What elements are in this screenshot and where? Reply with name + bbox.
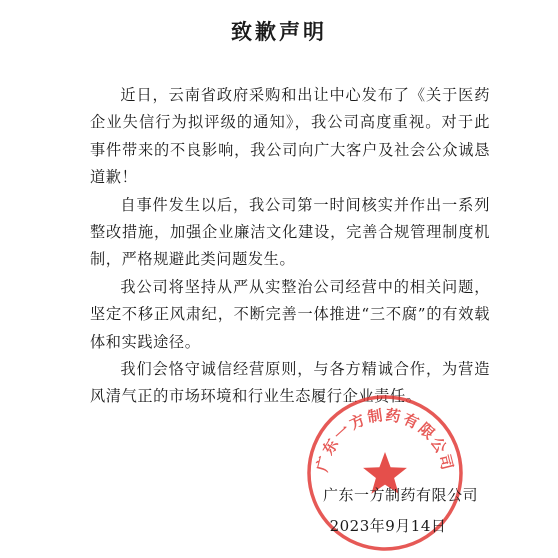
document-title: 致歉声明 xyxy=(231,19,327,44)
signer-company: 广东一方制药有限公司 xyxy=(322,486,478,504)
paragraph-2: 自事件发生以后，我公司第一时间核实并作出一系列整改措施，加强企业廉洁文化建设，完善合规管理制度机制，严格规避此类问题发生。 xyxy=(90,195,490,269)
statement-body xyxy=(90,82,490,411)
seal-text: 广东一方制药有限公司 xyxy=(313,405,457,474)
signature-date: 2023年9月14日 xyxy=(329,517,447,535)
paragraph-1: 近日，云南省政府采购和出让中心发布了《关于医药企业失信行为拟评级的通知》，我公司高度重视。对于此事件带来的不良影响，我公司向广大客户及社会公众诚恳道歉！ xyxy=(90,86,490,187)
paragraph-3: 我公司将坚持从严从实整治公司经营中的相关问题，坚定不移正风肃纪，不断完善一体推进“三不腐”的有效载体和实践途径。 xyxy=(90,277,490,351)
paragraph-4: 我们会恪守诚信经营原则，与各方精诚合作，为营造风清气正的市场环境和行业生态履行企业责任。 xyxy=(90,360,490,406)
